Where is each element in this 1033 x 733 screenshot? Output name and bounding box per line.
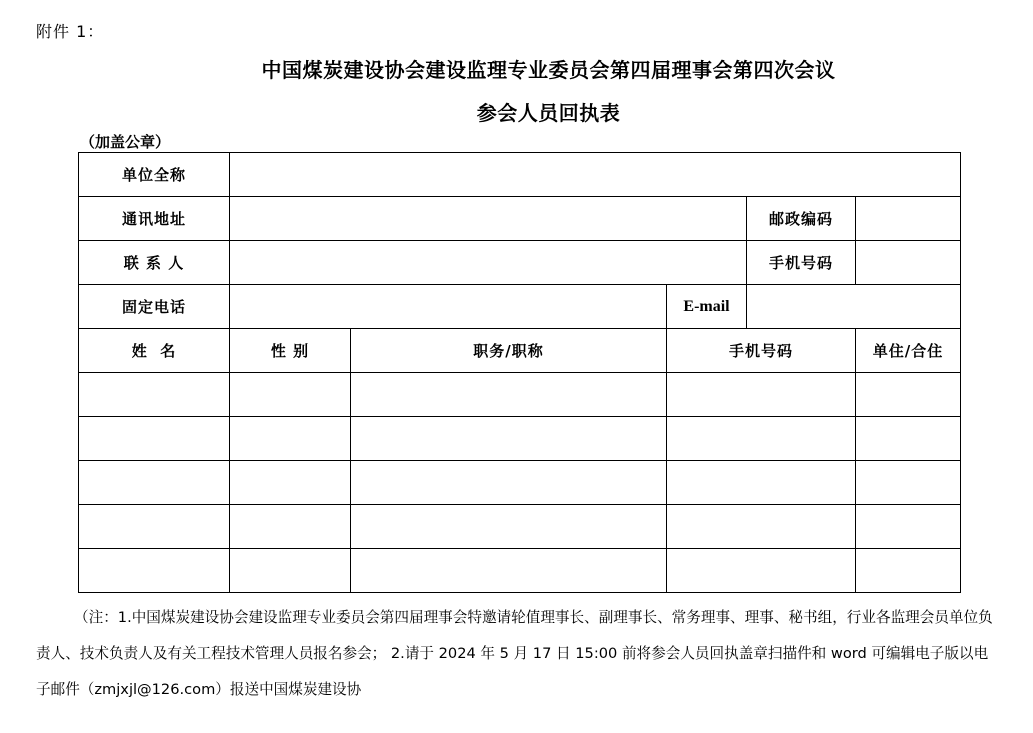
unit-name-label: 单位全称	[79, 153, 230, 197]
contact-label: 联 系 人	[79, 241, 230, 285]
attendee-row	[79, 417, 961, 461]
attendee-gender-cell[interactable]	[230, 505, 351, 549]
attendee-title-cell[interactable]	[351, 373, 667, 417]
attendee-room-cell[interactable]	[856, 505, 961, 549]
attendee-name-cell[interactable]	[79, 549, 230, 593]
attendee-title-cell[interactable]	[351, 417, 667, 461]
attendee-gender-cell[interactable]	[230, 373, 351, 417]
attendee-row	[79, 461, 961, 505]
phone-row	[79, 285, 961, 329]
attendee-row	[79, 373, 961, 417]
mobile-field[interactable]	[856, 241, 961, 285]
postcode-field[interactable]	[856, 197, 961, 241]
contact-row	[79, 241, 961, 285]
attendee-name-cell[interactable]	[79, 461, 230, 505]
attendee-title-cell[interactable]	[351, 549, 667, 593]
column-header-name: 姓 名	[79, 329, 230, 373]
attendee-mobile-cell[interactable]	[667, 505, 856, 549]
attendee-room-cell[interactable]	[856, 549, 961, 593]
footnote: （注：1.中国煤炭建设协会建设监理专业委员会第四届理事会特邀请轮值理事长、副理事长、常务理事、理事、秘书组，行业各监理会员单位负责人、技术负责人及有关工程技术管理人员报名参会； 2.请于 2024 年 5 月 17 日 15:00 前将参会人员回执盖章扫描件和 word 可编辑电子版以电子邮件（zmjxjl@126.com）报送中国煤炭建设协	[36, 609, 993, 698]
unit-name-row	[79, 153, 961, 197]
email-field[interactable]	[747, 285, 961, 329]
contact-field[interactable]	[230, 241, 747, 285]
address-label: 通讯地址	[79, 197, 230, 241]
attendee-mobile-cell[interactable]	[667, 461, 856, 505]
attendee-title-cell[interactable]	[351, 461, 667, 505]
unit-name-field[interactable]	[230, 153, 961, 197]
attendee-title-cell[interactable]	[351, 505, 667, 549]
address-field[interactable]	[230, 197, 747, 241]
address-row	[79, 197, 961, 241]
attendee-gender-cell[interactable]	[230, 461, 351, 505]
attendee-name-cell[interactable]	[79, 505, 230, 549]
attendee-mobile-cell[interactable]	[667, 373, 856, 417]
attendee-name-cell[interactable]	[79, 373, 230, 417]
attendee-row	[79, 505, 961, 549]
phone-label: 固定电话	[79, 285, 230, 329]
attendee-room-cell[interactable]	[856, 373, 961, 417]
column-header-title: 职务/职称	[351, 329, 667, 373]
attendee-room-cell[interactable]	[856, 461, 961, 505]
page-title: 中国煤炭建设协会建设监理专业委员会第四届理事会第四次会议	[261, 58, 836, 82]
attendee-mobile-cell[interactable]	[667, 417, 856, 461]
attendee-gender-cell[interactable]	[230, 549, 351, 593]
attachment-label: 附件 1：	[36, 22, 105, 41]
column-header-room: 单住/合住	[856, 329, 961, 373]
attendee-gender-cell[interactable]	[230, 417, 351, 461]
attendee-mobile-cell[interactable]	[667, 549, 856, 593]
attendee-row	[79, 549, 961, 593]
page-subtitle: 参会人员回执表	[476, 101, 621, 125]
email-label: E-mail	[667, 285, 747, 329]
column-header-gender: 性 别	[230, 329, 351, 373]
receipt-form-table	[78, 152, 961, 593]
column-header-mobile: 手机号码	[667, 329, 856, 373]
postcode-label: 邮政编码	[747, 197, 856, 241]
attendee-name-cell[interactable]	[79, 417, 230, 461]
mobile-label: 手机号码	[747, 241, 856, 285]
attendee-header-row	[79, 329, 961, 373]
stamp-note: （加盖公章）	[80, 133, 171, 151]
attendee-room-cell[interactable]	[856, 417, 961, 461]
phone-field[interactable]	[230, 285, 667, 329]
